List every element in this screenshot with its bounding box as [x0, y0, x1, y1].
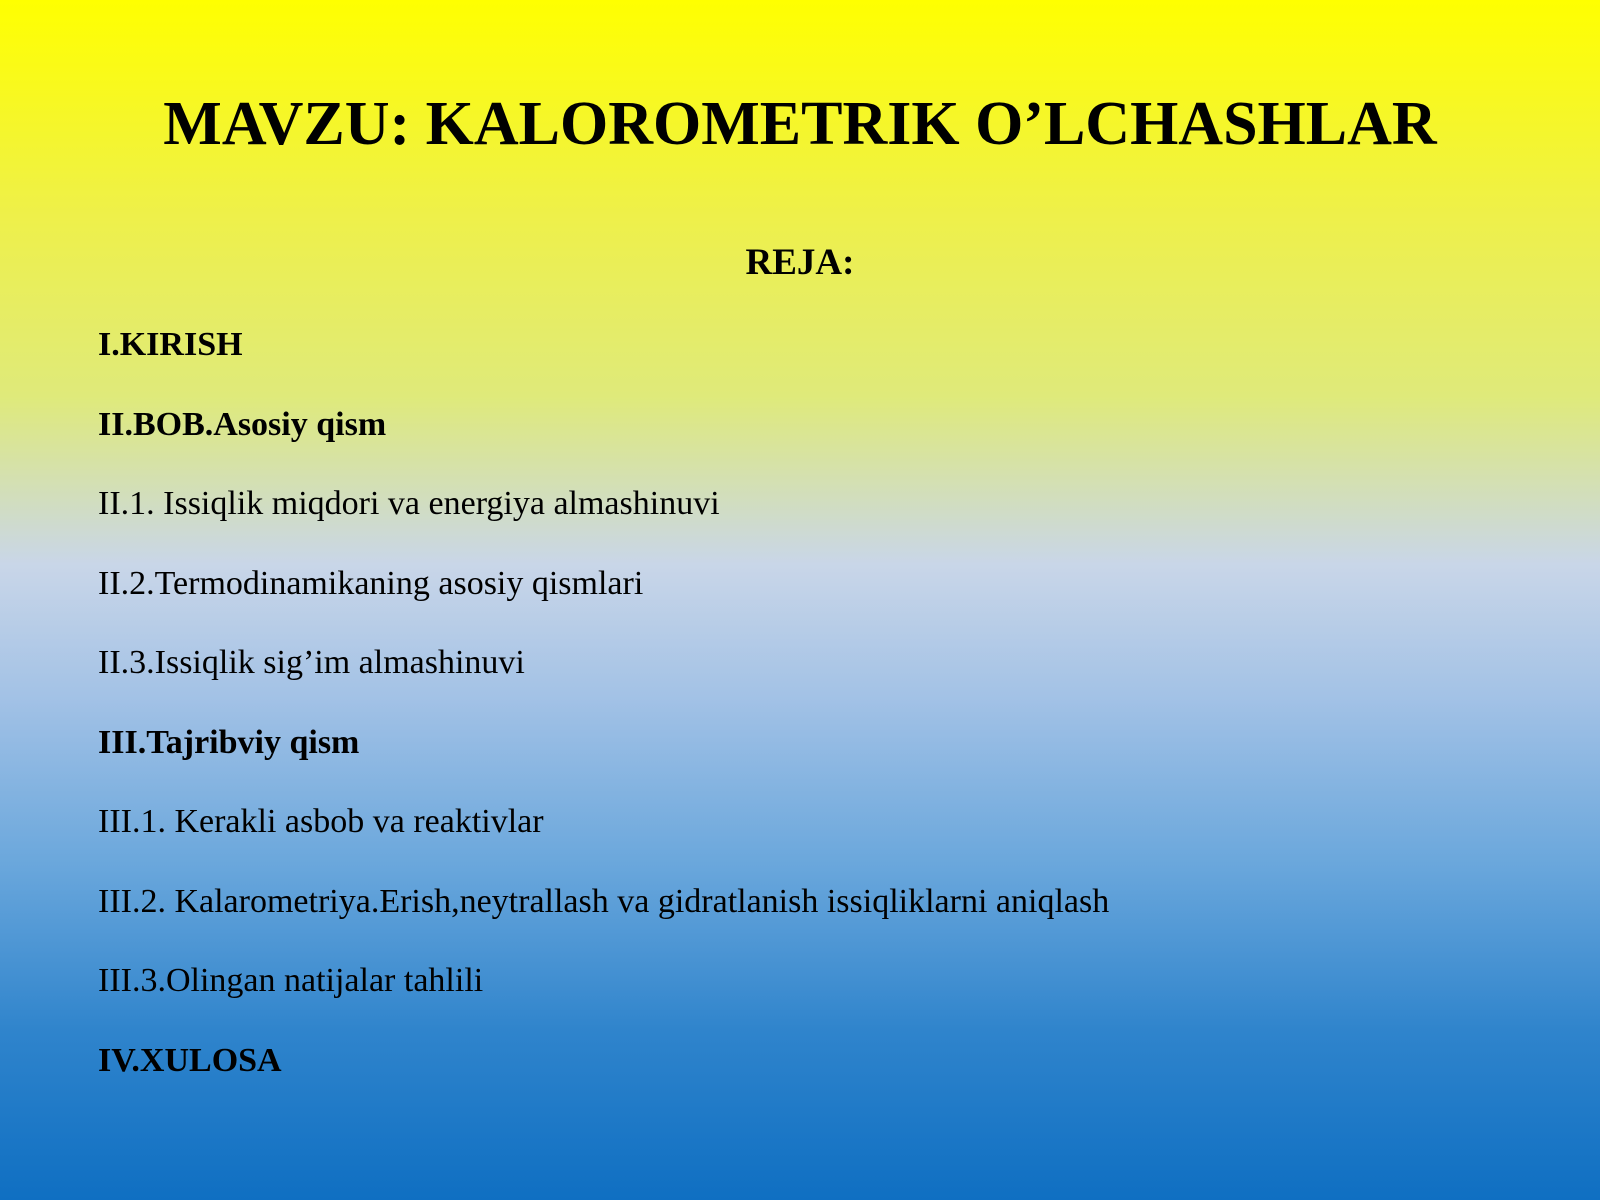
outline-item [98, 958, 1109, 1038]
plan-heading: REJA: [745, 242, 855, 283]
outline-item-text: II.BOB.Asosiy qism [98, 405, 387, 443]
outline-list [98, 322, 1109, 1117]
outline-item-text: II.1. Issiqlik miqdori va energiya almashinuvi [98, 485, 720, 522]
outline-item-text: III.2. Kalarometriya.Erish,neytrallash va gidratlanish issiqliklarni aniqlash [98, 882, 1110, 920]
outline-item [98, 561, 1109, 641]
outline-item [98, 799, 1109, 879]
outline-item-text: III.Tajribviy qism [98, 723, 360, 761]
outline-item-text: IV.XULOSA [98, 1041, 282, 1079]
outline-item [98, 720, 1109, 800]
outline-item [98, 640, 1109, 720]
outline-item-text: I.KIRISH [98, 326, 243, 363]
outline-item [98, 879, 1109, 959]
outline-item-text: II.3.Issiqlik sig’im almashinuvi [98, 644, 525, 681]
outline-item [98, 481, 1109, 561]
outline-item [98, 402, 1109, 482]
outline-item [98, 322, 1109, 402]
outline-item [98, 1038, 1109, 1118]
outline-item-text: II.2.Termodinamikaning asosiy qismlari [98, 564, 644, 602]
outline-item-text: III.1. Kerakli asbob va reaktivlar [98, 803, 544, 840]
outline-item-text: III.3.Olingan natijalar tahlili [98, 962, 484, 999]
slide-title: MAVZU: KALOROMETRIK O’LCHASHLAR [163, 90, 1437, 158]
